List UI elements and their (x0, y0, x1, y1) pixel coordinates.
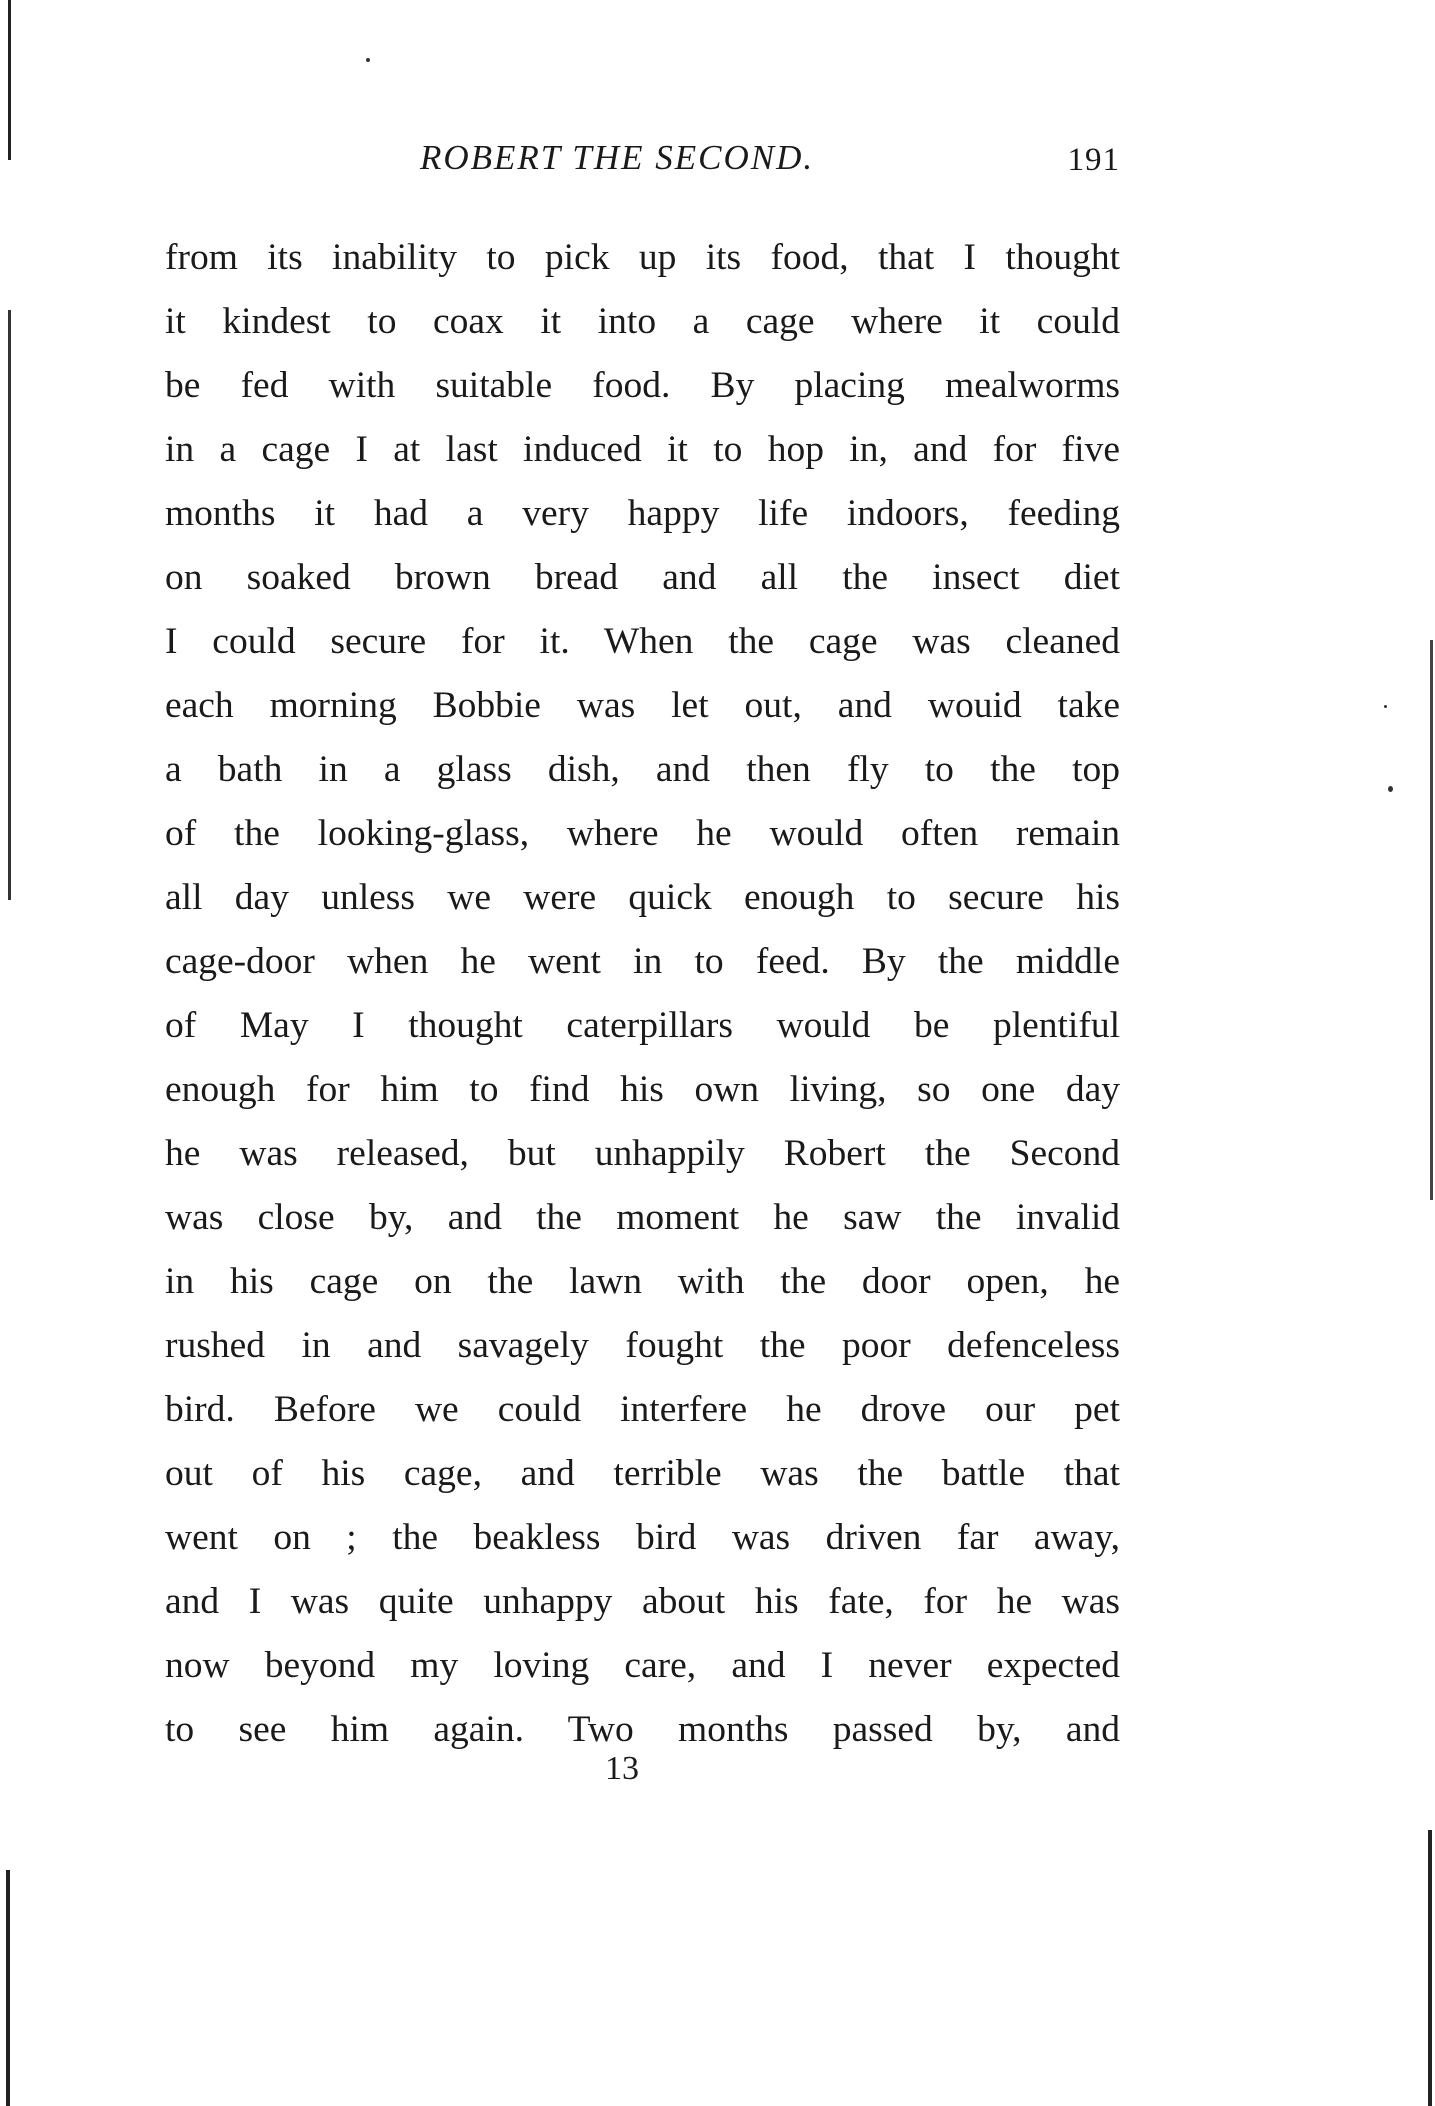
text-line: in his cage on the lawn with the door open, he (165, 1261, 1120, 1302)
page-number: 191 (1067, 142, 1120, 178)
text-line: months it had a very happy life indoors, feeding (165, 493, 1120, 534)
text-line: went on ; the beakless bird was driven far away, (165, 1517, 1120, 1558)
text-line: rushed in and savagely fought the poor defenceless (165, 1325, 1120, 1366)
scan-edge-left-top (8, 0, 11, 160)
signature-mark: 13 (605, 1750, 639, 1787)
scan-speck (366, 58, 370, 62)
text-line: on soaked brown bread and all the insect diet (165, 557, 1120, 598)
text-line: of the looking-glass, where he would often remain (165, 813, 1120, 854)
scan-edge-right-middle (1430, 640, 1433, 1200)
text-line: all day unless we were quick enough to secure his (165, 877, 1120, 918)
text-line: in a cage I at last induced it to hop in, and for five (165, 429, 1120, 470)
text-line: now beyond my loving care, and I never expected (165, 1645, 1120, 1686)
text-line: from its inability to pick up its food, that I thought (165, 237, 1120, 278)
scan-speck (1384, 705, 1387, 708)
running-title: ROBERT THE SECOND. (420, 138, 815, 177)
text-line: was close by, and the moment he saw the invalid (165, 1197, 1120, 1238)
scan-edge-left-bottom (6, 1870, 10, 2106)
scan-edge-right-bottom (1428, 1830, 1432, 2106)
text-line: each morning Bobbie was let out, and wouid take (165, 685, 1120, 726)
text-line: to see him again. Two months passed by, and (165, 1709, 1120, 1750)
text-line: out of his cage, and terrible was the battle that (165, 1453, 1120, 1494)
text-line: of May I thought caterpillars would be plentiful (165, 1005, 1120, 1046)
text-line: enough for him to find his own living, so one day (165, 1069, 1120, 1110)
text-line: I could secure for it. When the cage was cleaned (165, 621, 1120, 662)
text-line: and I was quite unhappy about his fate, for he was (165, 1581, 1120, 1622)
scan-edge-left-middle (8, 310, 11, 900)
page-header (165, 138, 1120, 188)
text-line: he was released, but unhappily Robert the Second (165, 1133, 1120, 1174)
text-line: cage-door when he went in to feed. By the middle (165, 941, 1120, 982)
text-line: be fed with suitable food. By placing mealworms (165, 365, 1120, 406)
text-line: a bath in a glass dish, and then fly to the top (165, 749, 1120, 790)
scan-speck (1388, 786, 1393, 792)
text-line: it kindest to coax it into a cage where it could (165, 301, 1120, 342)
text-line: bird. Before we could interfere he drove our pet (165, 1389, 1120, 1430)
body-text (165, 226, 1120, 1762)
